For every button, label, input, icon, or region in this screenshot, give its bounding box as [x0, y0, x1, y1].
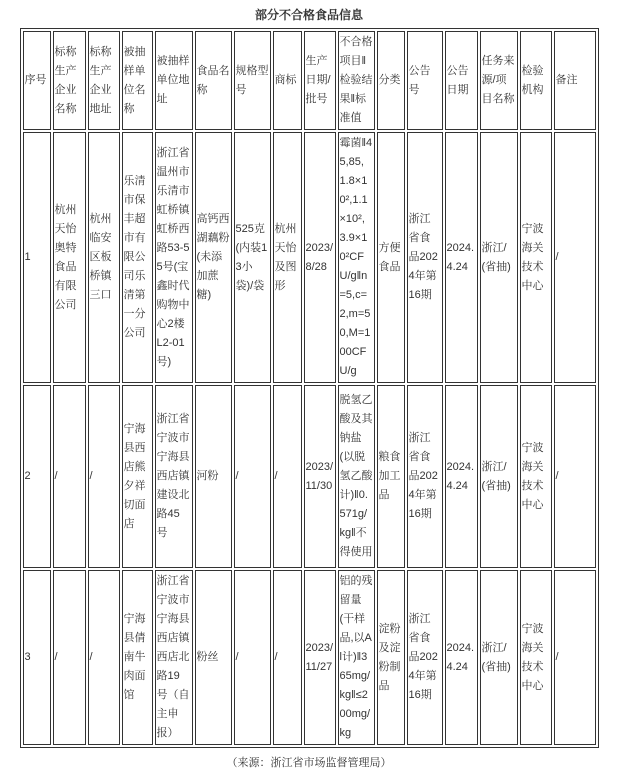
- table-cell: /: [554, 385, 596, 568]
- table-cell: 高钙西湖藕粉(未添加蔗糖): [195, 132, 232, 383]
- column-header: 商标: [273, 31, 302, 130]
- table-cell: 霉菌‖45,85,1.8×10²,1.1×10²,3.9×10²CFU/g‖n=5,c=2,m=50,M=100CFU/g: [338, 132, 375, 383]
- table-cell: 铝的残留量(干样品,以Al计)‖365mg/kg‖≤200mg/kg: [338, 570, 375, 745]
- table-cell: 宁海县西店熊夕祥切面店: [122, 385, 153, 568]
- table-cell: 宁波海关技术中心: [520, 570, 552, 745]
- table-cell: /: [273, 385, 302, 568]
- nonconforming-food-table: [20, 28, 599, 748]
- table-cell: /: [53, 385, 86, 568]
- table-cell: 粮食加工品: [377, 385, 405, 568]
- table-cell: 浙江/(省抽): [480, 132, 518, 383]
- table-cell: 浙江/(省抽): [480, 570, 518, 745]
- header-row: [23, 31, 596, 130]
- table-cell: 1: [23, 132, 51, 383]
- table-row: [23, 570, 596, 745]
- table-cell: /: [234, 570, 271, 745]
- column-header: 规格型号: [234, 31, 271, 130]
- column-header: 不合格项目‖检验结果‖标准值: [338, 31, 375, 130]
- table-cell: /: [53, 570, 86, 745]
- table-body: [23, 132, 596, 745]
- column-header: 生产日期/批号: [304, 31, 336, 130]
- table-cell: 宁波海关技术中心: [520, 132, 552, 383]
- column-header: 分类: [377, 31, 405, 130]
- table-cell: /: [554, 132, 596, 383]
- table-cell: 浙江省温州市乐清市虹桥镇虹桥西路53-55号(宝鑫时代购物中心2楼L2-01号): [155, 132, 193, 383]
- table-cell: 淀粉及淀粉制品: [377, 570, 405, 745]
- table-cell: 杭州天怡奥特食品有限公司: [53, 132, 86, 383]
- table-cell: 河粉: [195, 385, 232, 568]
- table-row: [23, 385, 596, 568]
- table-cell: 2023/8/28: [304, 132, 336, 383]
- table-cell: /: [88, 385, 120, 568]
- table-cell: 杭州天怡及图形: [273, 132, 302, 383]
- table-cell: 宁海县倩南牛肉面馆: [122, 570, 153, 745]
- table-cell: 2: [23, 385, 51, 568]
- table-cell: 2024.4.24: [445, 385, 478, 568]
- table-cell: 浙江省宁波市宁海县西店镇建设北路45号: [155, 385, 193, 568]
- table-cell: 方便食品: [377, 132, 405, 383]
- table-cell: 浙江省食品2024年第16期: [407, 570, 443, 745]
- column-header: 食品名称: [195, 31, 232, 130]
- table-cell: 粉丝: [195, 570, 232, 745]
- table-cell: 2023/11/27: [304, 570, 336, 745]
- table-cell: /: [234, 385, 271, 568]
- table-cell: /: [554, 570, 596, 745]
- table-cell: 3: [23, 570, 51, 745]
- column-header: 标称生产企业地址: [88, 31, 120, 130]
- table-cell: 浙江省食品2024年第16期: [407, 132, 443, 383]
- table-cell: 宁波海关技术中心: [520, 385, 552, 568]
- column-header: 被抽样单位名称: [122, 31, 153, 130]
- table-cell: 乐清市保丰超市有限公司乐清第一分公司: [122, 132, 153, 383]
- column-header: 备注: [554, 31, 596, 130]
- table-cell: 浙江省宁波市宁海县西店镇西店北路19号（自主申报）: [155, 570, 193, 745]
- table-cell: /: [273, 570, 302, 745]
- table-cell: 浙江省食品2024年第16期: [407, 385, 443, 568]
- column-header: 检验机构: [520, 31, 552, 130]
- table-cell: 脱氢乙酸及其钠盐(以脱氢乙酸计)‖0.571g/kg‖不得使用: [338, 385, 375, 568]
- table-row: [23, 132, 596, 383]
- column-header: 公告日期: [445, 31, 478, 130]
- page-title: 部分不合格食品信息: [254, 8, 363, 22]
- table-cell: 浙江/(省抽): [480, 385, 518, 568]
- column-header: 序号: [23, 31, 51, 130]
- source-note: （来源：浙江省市场监督管理局）: [226, 757, 392, 769]
- table-cell: 525克(内装13小袋)/袋: [234, 132, 271, 383]
- table-cell: 杭州临安区板桥镇三口: [88, 132, 120, 383]
- column-header: 公告号: [407, 31, 443, 130]
- table-cell: 2024.4.24: [445, 570, 478, 745]
- column-header: 任务来源/项目名称: [480, 31, 518, 130]
- column-header: 被抽样单位地址: [155, 31, 193, 130]
- table-cell: /: [88, 570, 120, 745]
- table-cell: 2023/11/30: [304, 385, 336, 568]
- column-header: 标称生产企业名称: [53, 31, 86, 130]
- table-cell: 2024.4.24: [445, 132, 478, 383]
